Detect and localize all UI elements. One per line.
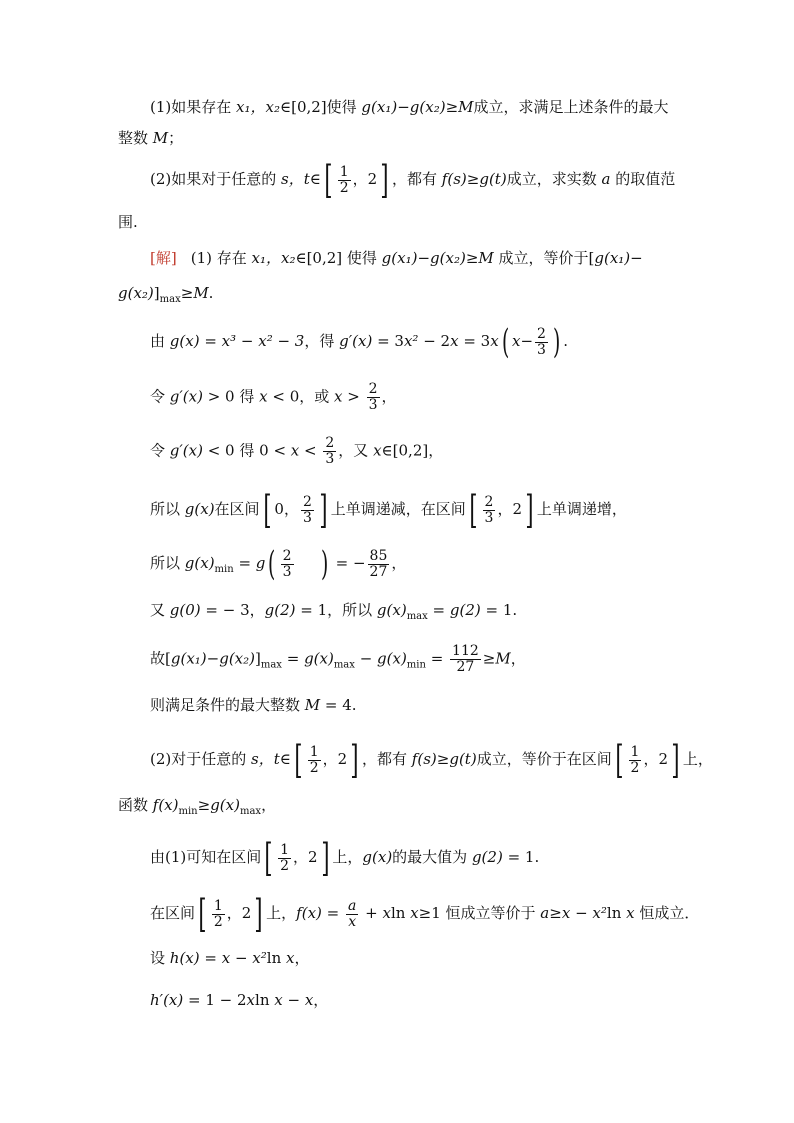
bracket: [: [324, 158, 333, 202]
numerator: 2: [282, 547, 292, 564]
math: g(x₂): [118, 284, 154, 302]
text: =: [199, 332, 222, 350]
math: x: [450, 332, 459, 350]
math: x: [382, 904, 391, 922]
math: ≥: [197, 796, 211, 814]
math: x: [334, 387, 343, 406]
text: 成立，等价于[: [493, 249, 595, 267]
text: ，都有: [392, 170, 442, 188]
subscript: min: [406, 659, 426, 671]
text: .: [208, 284, 214, 302]
denominator: 2: [339, 179, 349, 196]
math: f(x): [152, 796, 179, 814]
fraction: [301, 495, 314, 526]
text: 的最大值为: [392, 848, 472, 866]
text: 则满足条件的最大整数: [150, 696, 305, 714]
math: M: [478, 249, 494, 267]
math: f(s): [441, 170, 467, 188]
math: g′(x): [169, 387, 203, 406]
paren: (: [268, 544, 276, 584]
text: = − 3，: [200, 601, 265, 619]
fraction: [346, 899, 358, 930]
math: g(x): [184, 554, 215, 572]
text: = 3: [458, 332, 491, 350]
subscript: min: [178, 806, 198, 817]
numerator: a: [348, 897, 357, 914]
math: 2: [367, 170, 378, 188]
sol-line15: [150, 948, 310, 968]
denominator: 2: [280, 857, 289, 874]
bracket: [: [469, 488, 478, 532]
math: M: [193, 284, 209, 302]
bracket: [: [615, 738, 624, 782]
q1-line1: [118, 97, 669, 117]
math: h(x): [169, 949, 200, 967]
numerator: 2: [484, 493, 494, 510]
math: x²: [592, 904, 607, 922]
text: 围.: [118, 213, 138, 231]
math: M: [304, 696, 321, 714]
text: −: [230, 949, 253, 967]
text: .: [563, 332, 568, 350]
sol-line8: [150, 600, 517, 620]
math: −: [520, 332, 534, 350]
bracket: ]: [254, 892, 263, 936]
subscript: max: [260, 659, 282, 671]
text: ，: [352, 170, 368, 188]
subscript: max: [159, 294, 181, 305]
text: ≥1 恒成立等价于: [418, 904, 541, 922]
text: 成立，等价于在区间: [476, 750, 612, 768]
solution-tag: [解]: [150, 249, 177, 267]
math: g(t): [449, 750, 477, 768]
denominator: 2: [630, 759, 640, 776]
subscript: min: [214, 564, 234, 575]
bracket: [: [198, 892, 207, 936]
math: ≥: [549, 904, 562, 922]
math: x₁，x₂: [251, 249, 296, 267]
text: 成立，求满足上述条件的最大: [473, 98, 669, 116]
text: ，: [261, 796, 277, 814]
numerator: 112: [452, 643, 479, 659]
math: x²: [252, 949, 267, 967]
fraction: [281, 549, 294, 580]
fraction: [367, 382, 380, 413]
text: =: [425, 649, 449, 668]
text: ，得: [304, 332, 340, 350]
denominator: 27: [369, 563, 388, 580]
sol-line10: [150, 695, 357, 715]
text: 上，: [682, 750, 713, 768]
text: ，: [510, 649, 526, 668]
q1-line2: [118, 128, 183, 148]
math: x: [304, 991, 314, 1009]
text: =: [427, 601, 450, 619]
text: 在区间: [214, 500, 260, 518]
text: 成立，求实数: [506, 170, 602, 188]
text: ln: [255, 991, 275, 1009]
text: >: [342, 387, 365, 406]
numerator: 1: [280, 841, 289, 858]
text: 的取值范: [610, 170, 676, 188]
text: 由: [150, 332, 170, 350]
math: ≥: [465, 249, 479, 267]
math: g′(x): [339, 332, 373, 350]
math: x: [561, 904, 571, 922]
numerator: 85: [369, 547, 388, 564]
text: ，: [226, 904, 242, 922]
math: a: [540, 904, 550, 922]
subscript: max: [239, 806, 262, 817]
denominator: 2: [213, 913, 223, 930]
math: x³ − x² − 3: [221, 332, 305, 350]
math: M: [495, 649, 511, 668]
math: g(x): [362, 848, 393, 866]
fraction: [338, 165, 351, 196]
math: M: [152, 129, 169, 147]
math: x²: [403, 332, 419, 350]
text: ，: [497, 500, 513, 518]
text: +: [360, 904, 383, 922]
text: = 1，所以: [295, 601, 377, 619]
denominator: x: [348, 913, 357, 930]
math: x: [246, 991, 256, 1009]
sol-line9: [150, 644, 526, 675]
denominator: 27: [456, 659, 475, 675]
math: M: [458, 98, 474, 116]
numerator: 1: [630, 743, 640, 760]
math: 2: [512, 500, 523, 518]
math: −: [397, 98, 410, 116]
subscript: max: [406, 611, 428, 622]
bracket: [: [264, 836, 273, 880]
text: ，: [293, 848, 309, 866]
text: 恒成立．: [634, 904, 700, 922]
text: ]: [255, 649, 261, 668]
q1-label: (1): [150, 98, 172, 116]
math: x: [290, 441, 300, 460]
bracket: ]: [671, 738, 680, 782]
text: 所以: [150, 554, 185, 572]
sol-line14: [150, 894, 699, 934]
math: g(x): [184, 500, 215, 518]
q2-line2: [118, 212, 138, 232]
text: 设: [150, 949, 170, 967]
math: s，t: [281, 170, 310, 188]
text: 故[: [150, 649, 171, 668]
math: ≥: [436, 750, 450, 768]
fraction: [323, 436, 336, 467]
math: x: [490, 332, 499, 350]
math: x: [626, 904, 635, 922]
math: −: [206, 649, 220, 668]
math: g(2): [449, 601, 481, 619]
math: g′(x): [169, 441, 203, 460]
text: (2)对于任意的: [150, 750, 252, 768]
math: x₁，x₂: [236, 98, 280, 116]
text: − 2: [418, 332, 451, 350]
math: g(x): [377, 649, 407, 668]
sol-line3: [150, 324, 568, 360]
text: ，: [294, 949, 310, 967]
text: −: [354, 649, 378, 668]
sol-line16: [150, 990, 328, 1010]
bracket: ]: [320, 836, 330, 880]
text: 上单调递增，: [536, 500, 627, 518]
text: = −: [330, 554, 366, 572]
text: 上，: [332, 848, 363, 866]
text: ，: [381, 387, 397, 406]
math: x: [286, 949, 295, 967]
denominator: 3: [282, 563, 292, 580]
math: g(x₁): [594, 249, 631, 267]
text: < 0，或: [267, 387, 335, 406]
denominator: 3: [302, 509, 312, 526]
math: 2: [658, 750, 669, 768]
text: 令: [150, 441, 170, 460]
text: = 3: [372, 332, 404, 350]
math: h′: [150, 991, 164, 1009]
text: =: [321, 904, 344, 922]
numerator: 2: [368, 381, 378, 397]
text: ，: [313, 991, 329, 1009]
text: = 1 − 2: [183, 991, 247, 1009]
bracket: [: [262, 488, 272, 532]
fraction: [450, 644, 481, 675]
text: 在区间: [150, 904, 196, 922]
text: ]: [153, 284, 160, 302]
bracket: ]: [380, 158, 389, 202]
sol-line4: [150, 382, 397, 413]
fraction: [629, 745, 642, 776]
text: ln: [390, 904, 411, 922]
denominator: 3: [325, 451, 335, 467]
sol-line1: [150, 248, 643, 268]
text: ，又: [338, 441, 374, 460]
math: g(x₂): [219, 649, 255, 668]
math: g(2): [471, 848, 503, 866]
fraction: [308, 745, 321, 776]
math: g(0): [169, 601, 201, 619]
math: f(s): [411, 750, 437, 768]
text: ∈[0,2]使得: [279, 98, 362, 116]
fraction: [535, 327, 548, 358]
text: > 0 得: [202, 387, 260, 406]
math: 2: [241, 904, 252, 922]
numerator: 2: [537, 325, 546, 342]
text: =: [281, 649, 305, 668]
bracket: ]: [319, 488, 328, 532]
denominator: 3: [368, 397, 378, 413]
math: (x): [163, 991, 184, 1009]
math: f(x): [296, 904, 322, 922]
math: g(x): [304, 649, 334, 668]
q2-line1: [118, 160, 675, 200]
numerator: 2: [325, 435, 335, 451]
fraction: [368, 549, 390, 580]
subscript: max: [333, 659, 355, 671]
math: x: [259, 387, 268, 406]
math: g(x₁): [381, 249, 418, 267]
paren: ): [320, 544, 328, 584]
math: −: [630, 249, 643, 267]
bracket: ]: [525, 488, 534, 532]
math: x: [373, 441, 382, 460]
math: g(t): [479, 170, 507, 188]
math: g(x): [376, 601, 407, 619]
text: 又: [150, 601, 170, 619]
sol-line12: [118, 795, 276, 815]
math: x: [410, 904, 419, 922]
text: (1) 存在: [190, 249, 252, 267]
text: =: [233, 554, 256, 572]
text: ∈: [309, 170, 321, 188]
math: x: [274, 991, 283, 1009]
paren: (: [501, 322, 509, 362]
math: −: [417, 249, 431, 267]
math: g(x): [210, 796, 240, 814]
math: 0: [274, 500, 284, 518]
sol-line2: [118, 283, 213, 303]
text: = 1.: [480, 601, 518, 619]
text: =: [199, 949, 222, 967]
text: ∈: [279, 750, 291, 768]
math: x: [221, 949, 231, 967]
math: g(x₁): [361, 98, 398, 116]
text: 如果对于任意的: [171, 170, 282, 188]
text: 函数: [118, 796, 153, 814]
text: ，: [283, 500, 299, 518]
fraction: [212, 899, 225, 930]
text: ln: [266, 949, 287, 967]
math: g(x): [169, 332, 200, 350]
text: 所以: [150, 500, 185, 518]
math: g(x₂): [409, 98, 446, 116]
text: <: [299, 441, 322, 460]
text: 由(1)可知在区间: [150, 848, 262, 866]
math: s，t: [251, 750, 280, 768]
sol-line6: [150, 490, 627, 530]
text: −: [282, 991, 305, 1009]
text: = 1.: [502, 848, 540, 866]
math: g(x₂): [430, 249, 466, 267]
text: 上，: [266, 904, 297, 922]
fraction: [483, 495, 496, 526]
math: x: [511, 332, 521, 350]
bracket: ]: [350, 738, 359, 782]
numerator: 1: [213, 897, 223, 914]
denominator: 3: [484, 509, 494, 526]
text: ∈[0,2] 使得: [295, 249, 382, 267]
math: a: [601, 170, 611, 188]
math: g(2): [264, 601, 296, 619]
text: ，: [643, 750, 659, 768]
paren: ): [552, 322, 561, 362]
fraction: [278, 843, 291, 874]
math: ≥: [482, 649, 496, 668]
text: −: [570, 904, 593, 922]
math: 2: [308, 848, 318, 866]
math: g(x₁): [170, 649, 207, 668]
math: 2: [337, 750, 348, 768]
text: ，: [322, 750, 338, 768]
q2-label: (2): [150, 170, 172, 188]
text: ，: [391, 554, 407, 572]
bracket: [: [294, 738, 303, 782]
text: 如果存在: [171, 98, 237, 116]
sol-line7: 所以 $g(x)_{min} = g$( $\frac{2}{3}$ ) = − $\frac{85}{27}$ ，: [150, 544, 407, 584]
math: ≥: [445, 98, 459, 116]
math: ≥: [180, 284, 194, 302]
text: 整数: [118, 129, 153, 147]
numerator: 1: [309, 743, 319, 760]
denominator: 3: [537, 341, 546, 358]
text: < 0 得 0 <: [202, 441, 291, 460]
math: ≥: [466, 170, 480, 188]
text: 令: [150, 387, 170, 406]
sol-line5: [150, 436, 443, 467]
numerator: 1: [339, 163, 349, 180]
text: 上单调递减，在区间: [330, 500, 466, 518]
text: ，都有: [362, 750, 412, 768]
denominator: 2: [309, 759, 319, 776]
sol-line13: [150, 838, 539, 878]
sol-line11: [150, 740, 713, 780]
text: ；: [168, 129, 184, 147]
numerator: 2: [302, 493, 312, 510]
text: = 4.: [320, 696, 357, 714]
text: ln: [606, 904, 627, 922]
text: ∈[0,2]，: [381, 441, 444, 460]
